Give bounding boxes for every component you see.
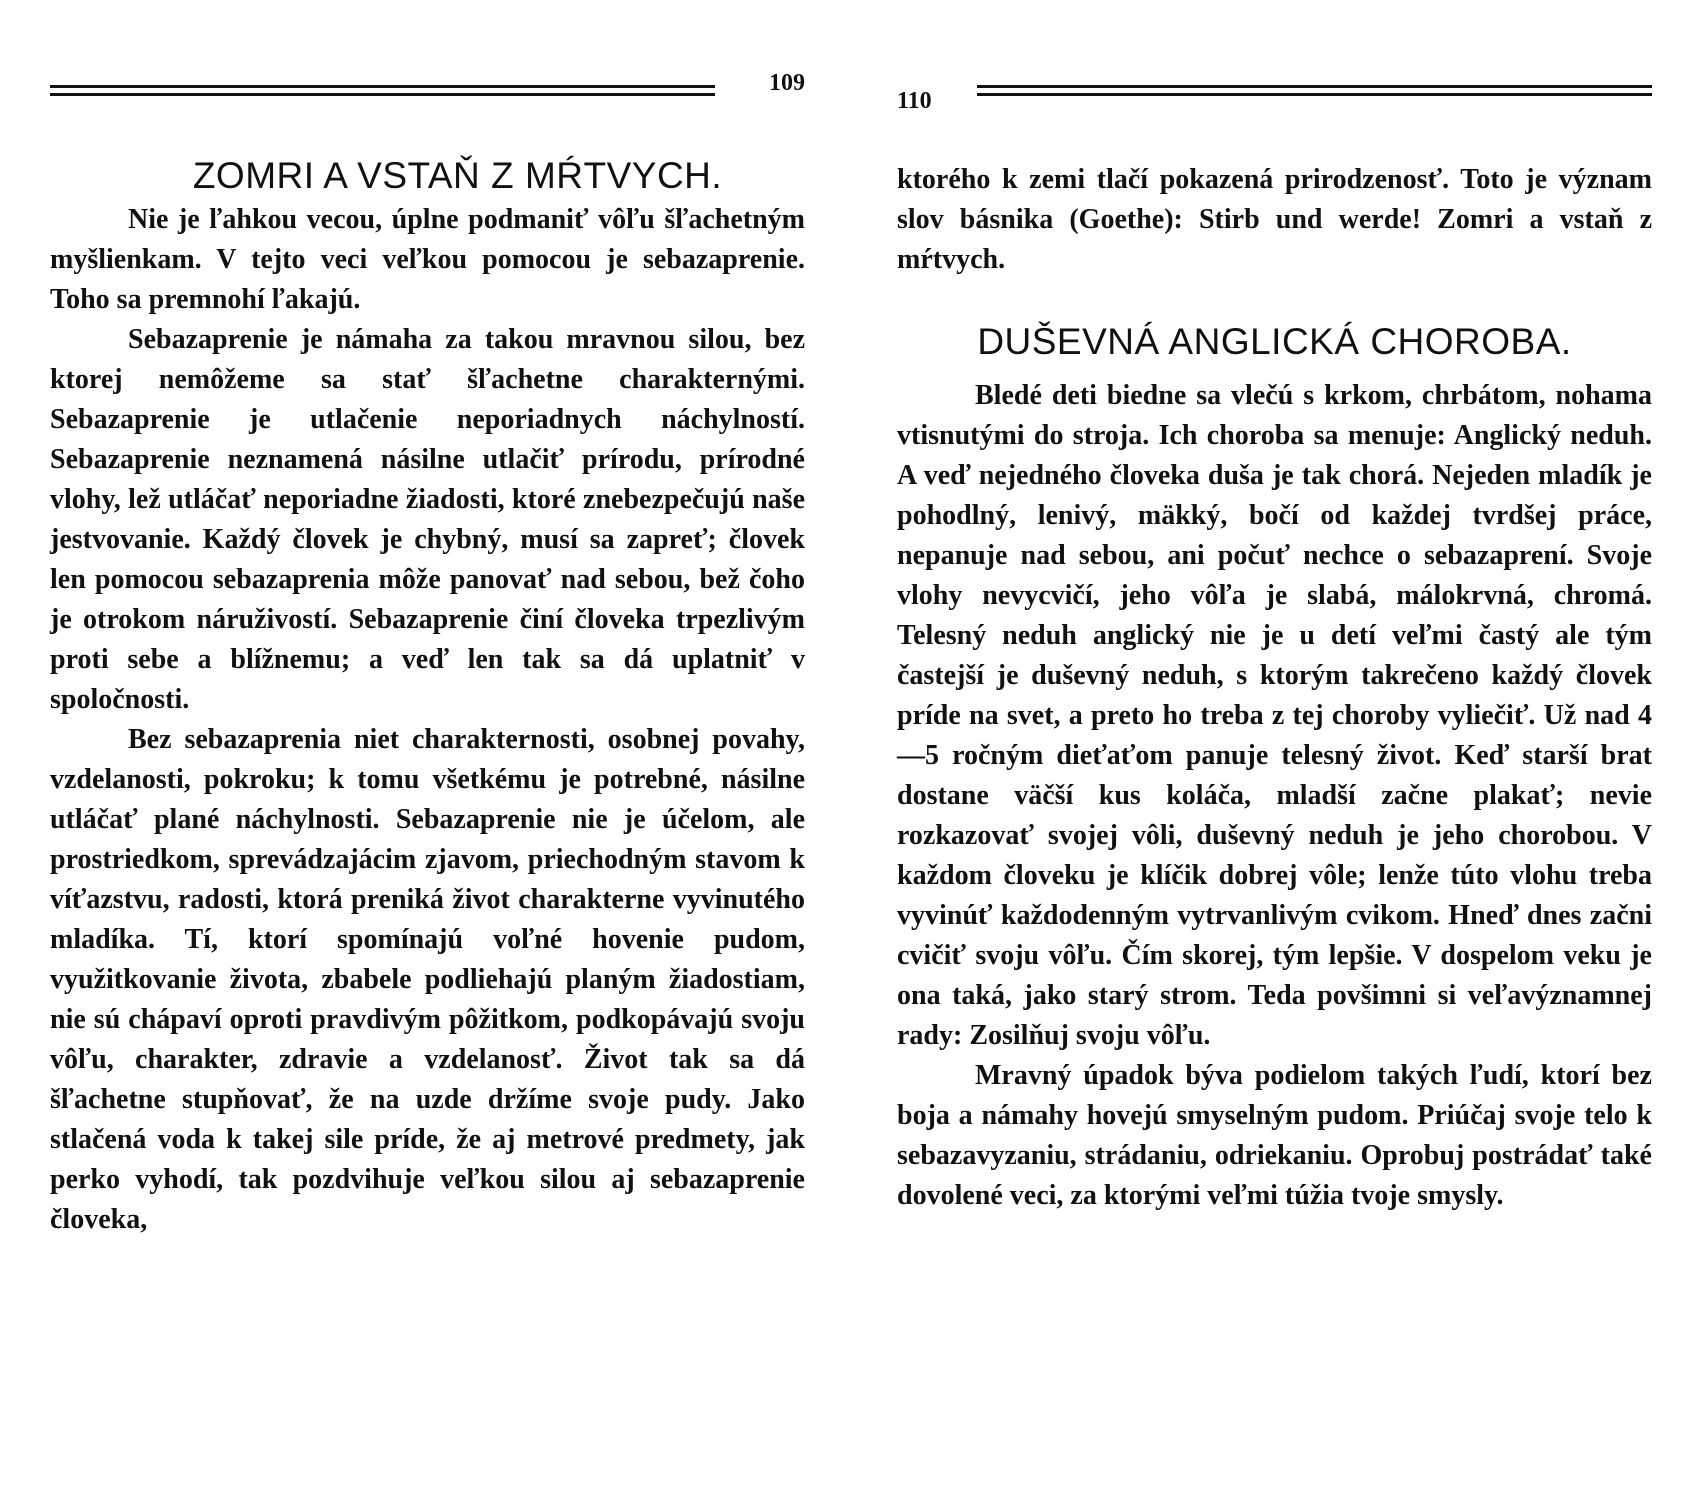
continued-paragraph: ktorého k zemi tlačí pokazená prirodzenosť. Toto je význam slov básnika (Goethe): Stirb und werde! Zomri a vstaň z mŕtvych. xyxy=(897,164,1652,275)
paragraph: Bez sebazaprenia niet charakternosti, osobnej povahy, vzdelanosti, pokroku; k tomu všetkému je potrebné, násilne utláčať plané náchylnosti. Sebazaprenie nie je účelom, ale prostriedkom, sprevádzajácim zjavom, priechodným stavom k víťazstvu, radosti, ktorá preniká život charakterne vyvinutého mladíka. Tí, ktorí spomínajú voľné hovenie pudom, využitkovanie života, zbabele podliehajú planým žiadostiam, nie sú chápaví oproti pravdivým pôžitkom, podkopávajú svoju vôľu, charakter, zdravie a vzdelanosť. Život tak sa dá šľachetne stupňovať, že na uzde držíme svoje pudy. Jako stlačená voda k takej sile príde, že aj metrové predmety, jak perko vyhodí, tak pozdvihuje veľkou silou aj sebazaprenie človeka, xyxy=(50,724,805,1236)
paragraph: Mravný úpadok býva podielom takých ľudí, ktorí bez boja a námahy hovejú smyselným pudom. Priúčaj svoje telo k sebazavyzaniu, strádaniu, odriekaniu. Oprobuj postrádať také dovolené veci, za ktorými veľmi túžia tvoje smysly. xyxy=(897,1060,1652,1212)
header-rule xyxy=(50,85,715,96)
paragraph: Nie je ľahkou vecou, úplne podmaniť vôľu šľachetným myšlienkam. V tejto veci veľkou pomocou je sebazaprenie. Toho sa premnohí ľakajú. xyxy=(50,204,805,316)
header-rule xyxy=(977,85,1652,96)
chapter-title: ZOMRI A VSTAŇ Z MŔTVYCH. xyxy=(192,155,723,196)
right-page xyxy=(897,70,1652,1216)
left-page xyxy=(50,70,805,1240)
page-number: 109 xyxy=(769,70,805,96)
paragraph: Sebazaprenie je námaha za takou mravnou silou, bez ktorej nemôžeme sa stať šľachetne charakternými. Sebazaprenie je utlačenie neporiadnych náchylností. Sebazaprenie neznamená násilne utlačiť prírodu, prírodné vlohy, lež utláčať neporiadne žiadosti, ktoré znebezpečujú naše jestvovanie. Každý človek je chybný, musí sa zapreť; človek len pomocou sebazaprenia môže panovať nad sebou, bež čoho je otrokom náruživostí. Sebazaprenie činí človeka trpezlivým proti sebe a blížnemu; a veď len tak sa dá uplatniť v spoločnosti. xyxy=(50,324,805,716)
left-page-header xyxy=(50,70,805,114)
chapter-title: DUŠEVNÁ ANGLICKÁ CHOROBA. xyxy=(977,321,1572,362)
paragraph: Bledé deti biedne sa vlečú s krkom, chrbátom, nohama vtisnutými do stroja. Ich choroba sa menuje: Anglický neduh. A veď nejedného človeka duša je tak chorá. Nejeden mladík je pohodlný, lenivý, mäkký, bočí od každej tvrdšej práce, nepanuje nad sebou, ani počuť nechce o sebazaprení. Svoje vlohy nevycvičí, jeho vôľa je slabá, málokrvná, chromá. Telesný neduh anglický nie je u detí veľmi častý ale tým častejší je duševný neduh, s ktorým takrečeno každý človek príde na svet, a preto ho treba z tej choroby vyliečiť. Už nad 4—5 ročným dieťaťom panuje telesný život. Keď starší brat dostane väčší kus koláča, mladší začne plakať; nevie rozkazovať svojej vôli, duševný neduh je jeho chorobou. V každom človeku je klíčik dobrej vôle; lenže túto vlohu treba vyvinúť každodenným vytrvanlivým cvikom. Hneď dnes začni cvičiť svoju vôľu. Čím skorej, tým lepšie. V dospelom veku je ona taká, jako starý strom. Teda povšimni si veľavýznamnej rady: Zosilňuj svoju vôľu. xyxy=(897,380,1652,1052)
right-page-header xyxy=(897,70,1652,114)
page-number: 110 xyxy=(897,88,932,114)
